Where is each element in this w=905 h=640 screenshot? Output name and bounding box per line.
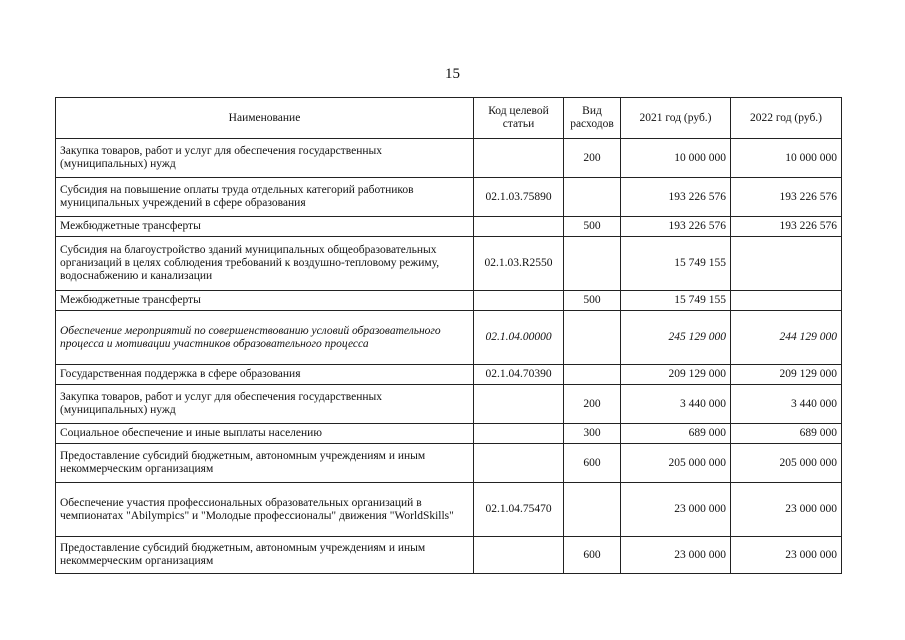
cell-code: 02.1.04.70390 [474,365,564,385]
header-row [56,98,842,139]
cell-amount-2022 [731,291,842,311]
cell-code [474,139,564,178]
cell-amount-2022: 3 440 000 [731,385,842,424]
table-row [56,311,842,365]
header-year-2021: 2021 год (руб.) [621,98,731,139]
table-row [56,365,842,385]
cell-name: Предоставление субсидий бюджетным, автономным учреждениям и иным некоммерческим организациям [56,537,474,574]
cell-expense-type: 500 [564,217,621,237]
cell-name: Социальное обеспечение и иные выплаты населению [56,424,474,444]
cell-expense-type [564,237,621,291]
cell-amount-2022: 10 000 000 [731,139,842,178]
header-name: Наименование [56,98,474,139]
cell-amount-2022: 689 000 [731,424,842,444]
cell-name: Межбюджетные трансферты [56,217,474,237]
cell-expense-type: 600 [564,444,621,483]
cell-code: 02.1.04.75470 [474,483,564,537]
cell-code [474,217,564,237]
cell-code [474,385,564,424]
header-code: Код целевой статьи [474,98,564,139]
cell-name: Межбюджетные трансферты [56,291,474,311]
table-row [56,444,842,483]
cell-amount-2022: 23 000 000 [731,537,842,574]
cell-amount-2021: 193 226 576 [621,217,731,237]
cell-amount-2022: 23 000 000 [731,483,842,537]
cell-name: Субсидия на благоустройство зданий муниципальных общеобразовательных организаций в целях соблюдения требований к воздушно-тепловому режиму, водоснабжению и канализации [56,237,474,291]
cell-amount-2021: 209 129 000 [621,365,731,385]
cell-amount-2021: 10 000 000 [621,139,731,178]
cell-amount-2021: 205 000 000 [621,444,731,483]
cell-amount-2021: 245 129 000 [621,311,731,365]
cell-amount-2021: 3 440 000 [621,385,731,424]
table-row [56,217,842,237]
cell-expense-type: 200 [564,385,621,424]
cell-name: Обеспечение мероприятий по совершенствованию условий образовательного процесса и мотивации участников образовательного процесса [56,311,474,365]
cell-code [474,537,564,574]
table-row [56,424,842,444]
cell-amount-2021: 15 749 155 [621,237,731,291]
cell-amount-2021: 23 000 000 [621,483,731,537]
table-row [56,537,842,574]
cell-code [474,291,564,311]
header-expense-type: Вид расходов [564,98,621,139]
page-number: 15 [445,66,460,82]
cell-amount-2022 [731,237,842,291]
cell-amount-2021: 23 000 000 [621,537,731,574]
cell-amount-2022: 244 129 000 [731,311,842,365]
cell-amount-2021: 689 000 [621,424,731,444]
cell-expense-type: 600 [564,537,621,574]
table-body [56,139,842,574]
cell-amount-2021: 15 749 155 [621,291,731,311]
cell-code: 02.1.03.75890 [474,178,564,217]
cell-expense-type: 300 [564,424,621,444]
table-row [56,139,842,178]
cell-expense-type [564,483,621,537]
budget-table [55,97,842,574]
cell-expense-type [564,365,621,385]
cell-name: Обеспечение участия профессиональных образовательных организаций в чемпионатах "Abilympics" и "Молодые профессионалы" движения "WorldSkills" [56,483,474,537]
cell-expense-type: 200 [564,139,621,178]
header-year-2022: 2022 год (руб.) [731,98,842,139]
table-row [56,291,842,311]
cell-amount-2022: 193 226 576 [731,217,842,237]
cell-amount-2022: 209 129 000 [731,365,842,385]
cell-code [474,424,564,444]
cell-code [474,444,564,483]
table-row [56,385,842,424]
cell-expense-type [564,311,621,365]
table-row [56,178,842,217]
cell-name: Закупка товаров, работ и услуг для обеспечения государственных (муниципальных) нужд [56,385,474,424]
cell-amount-2022: 193 226 576 [731,178,842,217]
cell-code: 02.1.04.00000 [474,311,564,365]
cell-name: Государственная поддержка в сфере образования [56,365,474,385]
cell-name: Предоставление субсидий бюджетным, автономным учреждениям и иным некоммерческим организациям [56,444,474,483]
table-row [56,237,842,291]
table-row [56,483,842,537]
cell-expense-type: 500 [564,291,621,311]
cell-name: Субсидия на повышение оплаты труда отдельных категорий работников муниципальных учреждений в сфере образования [56,178,474,217]
cell-name: Закупка товаров, работ и услуг для обеспечения государственных (муниципальных) нужд [56,139,474,178]
cell-amount-2022: 205 000 000 [731,444,842,483]
cell-code: 02.1.03.R2550 [474,237,564,291]
cell-amount-2021: 193 226 576 [621,178,731,217]
cell-expense-type [564,178,621,217]
